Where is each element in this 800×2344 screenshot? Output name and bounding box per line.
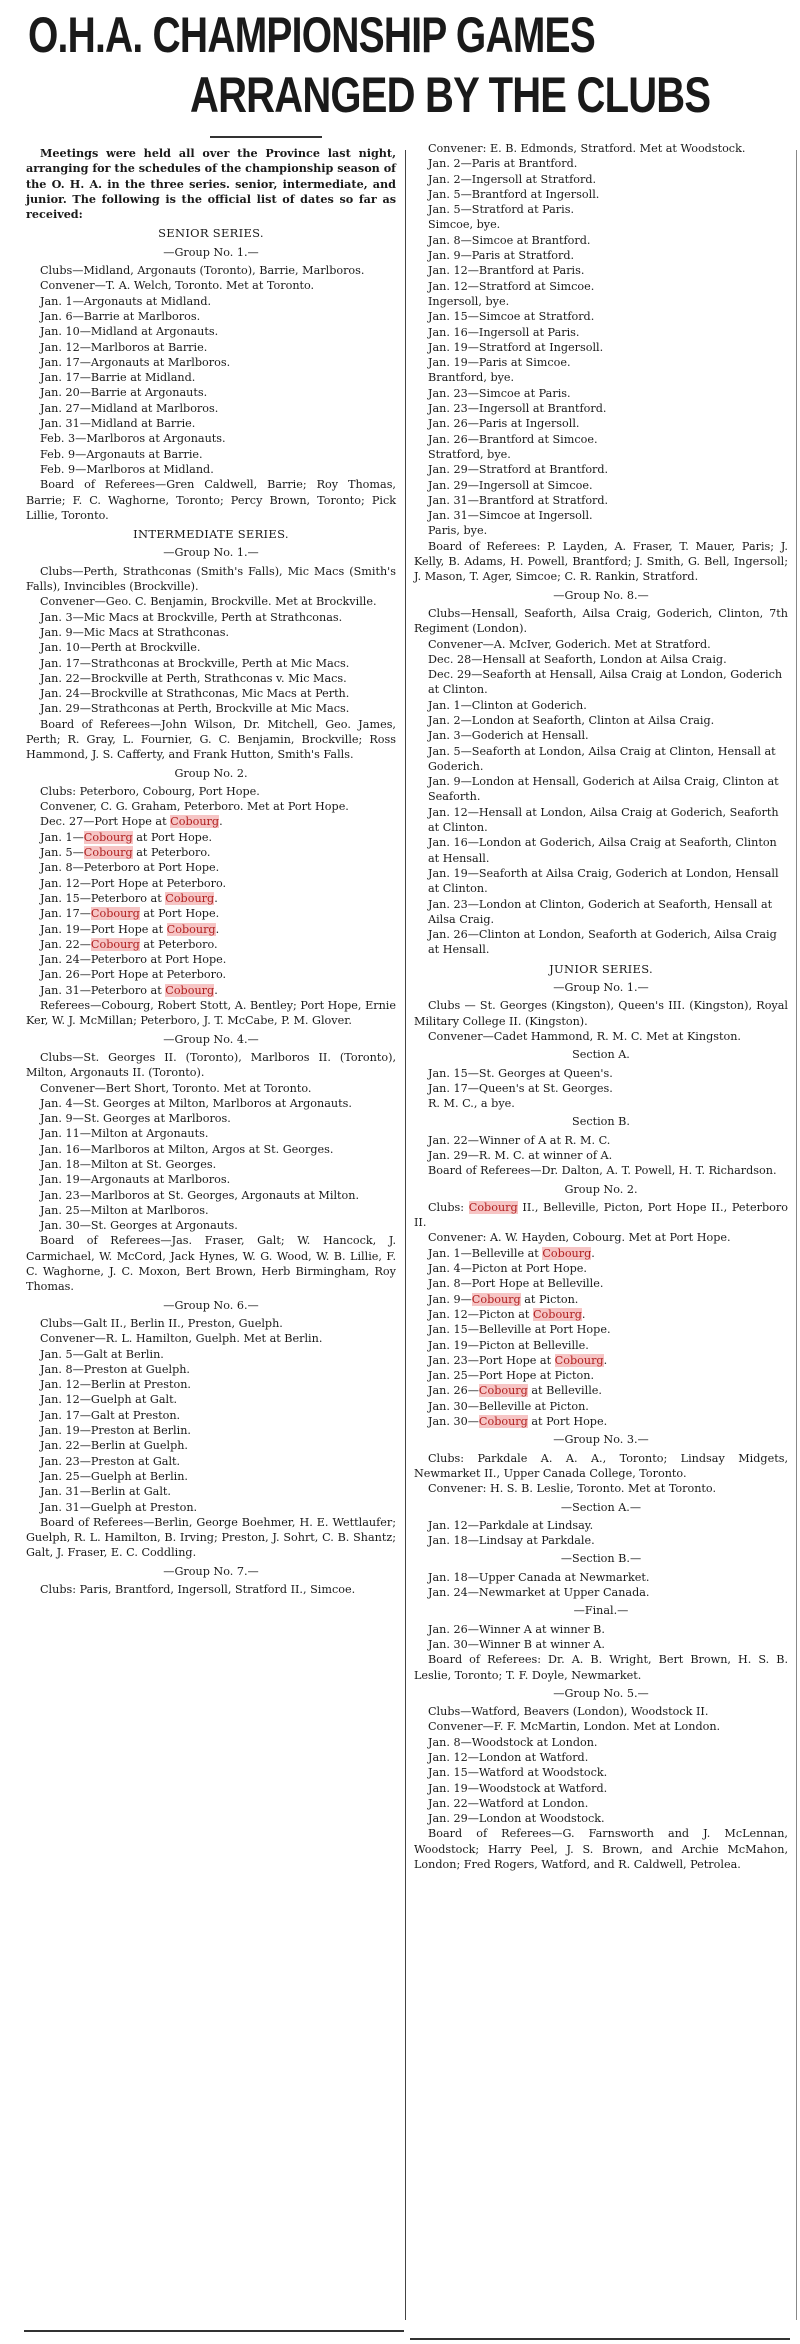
junior-group2-clubs: Clubs: Cobourg II., Belleville, Picton, Port Hope II., Peterboro II. [414, 1200, 788, 1230]
game-line: Jan. 31—Simcoe at Ingersoll. [428, 509, 593, 523]
game-line: Jan. 26—Paris at Ingersoll. [428, 417, 580, 431]
junior-group1-section-a-title: Section A. [572, 1048, 630, 1062]
game-line: Jan. 17—Strathconas at Brockville, Perth at Mic Macs. [40, 656, 350, 670]
game-line: Jan. 20—Barrie at Argonauts. [40, 386, 208, 400]
game-line: Jan. 8—Peterboro at Port Hope. [40, 861, 220, 875]
junior-group3-clubs: Clubs: Parkdale A. A. A., Toronto; Lindsay Midgets, Newmarket II., Upper Canada College, Toronto. [414, 1451, 788, 1480]
highlighted-term: Cobourg [468, 1200, 518, 1214]
junior-group5-title: —Group No. 5.— [553, 1686, 649, 1700]
game-line: Jan. 16—London at Goderich, Ailsa Craig at Seaforth, Clinton at Hensall. [428, 836, 777, 865]
game-line: Jan. 18—Lindsay at Parkdale. [428, 1534, 595, 1548]
game-line: Jan. 30—Belleville at Picton. [428, 1399, 589, 1413]
game-line: Jan. 29—Stratford at Brantford. [428, 463, 609, 477]
game-line: Jan. 5—Seaforth at London, Ailsa Craig at Clinton, Hensall at Goderich. [428, 744, 776, 773]
game-line: Jan. 5—Stratford at Paris. [428, 203, 575, 217]
highlighted-term: Cobourg [471, 1292, 521, 1306]
game-line: Dec. 29—Seaforth at Hensall, Ailsa Craig at London, Goderich at Clinton. [428, 668, 783, 697]
game-line: Jan. 17—Argonauts at Marlboros. [40, 355, 231, 369]
game-line: Jan. 25—Port Hope at Picton. [428, 1369, 595, 1383]
intermediate-group4-title: —Group No. 4.— [163, 1032, 259, 1046]
game-line: Simcoe, bye. [428, 218, 501, 232]
game-line: Jan. 22—Winner of A at R. M. C. [428, 1133, 611, 1147]
game-line: Jan. 12—Parkdale at Lindsay. [428, 1518, 594, 1532]
game-line: Jan. 22—Watford at London. [428, 1796, 589, 1810]
game-line: Jan. 31—Brantford at Stratford. [428, 493, 609, 507]
junior-group3-title: —Group No. 3.— [553, 1433, 649, 1447]
game-line: Jan. 18—Upper Canada at Newmarket. [428, 1570, 650, 1584]
game-line: Jan. 12—Guelph at Galt. [40, 1393, 178, 1407]
intermediate-group7-games [414, 156, 788, 538]
intermediate-group2-games [26, 814, 396, 998]
game-line: Jan. 19—Argonauts at Marlboros. [40, 1173, 231, 1187]
intermediate-group4-convener: Convener—Bert Short, Toronto. Met at Toronto. [40, 1081, 312, 1095]
game-line: Dec. 27—Port Hope at Cobourg. [40, 815, 223, 829]
game-line: Jan. 17—Queen's at St. Georges. [428, 1081, 613, 1095]
game-line: Jan. 12—Hensall at London, Ailsa Craig at Goderich, Seaforth at Clinton. [428, 805, 779, 835]
junior-group1-clubs: Clubs — St. Georges (Kingston), Queen's III. (Kingston), Royal Military College II. (Kingston). [414, 999, 788, 1028]
highlighted-term: Cobourg [532, 1307, 582, 1321]
junior-group1-referees: Board of Referees—Dr. Dalton, A. T. Powell, H. T. Richardson. [428, 1164, 777, 1178]
game-line: Jan. 1—Belleville at Cobourg. [428, 1246, 595, 1260]
game-line: Jan. 2—Paris at Brantford. [428, 157, 578, 171]
game-line: Jan. 31—Midland at Barrie. [40, 417, 196, 431]
game-line: Jan. 22—Cobourg at Peterboro. [40, 937, 218, 951]
game-line: Jan. 15—Watford at Woodstock. [428, 1766, 608, 1780]
game-line: Jan. 1—Cobourg at Port Hope. [40, 830, 213, 844]
game-line: Jan. 1—Argonauts at Midland. [40, 294, 212, 308]
senior-group1-title: —Group No. 1.— [163, 245, 259, 259]
game-line: Jan. 17—Barrie at Midland. [40, 371, 196, 385]
intermediate-group6-referees: Board of Referees—Berlin, George Boehmer, H. E. Wettlaufer; Guelph, R. L. Hamilton, B. Irving; Preston, J. Sohrt, C. B. Shantz; Galt, J. Fraser, E. C. Coddling. [26, 1515, 396, 1560]
game-line: Jan. 19—Port Hope at Cobourg. [40, 922, 220, 936]
intermediate-group4-referees: Board of Referees—Jas. Fraser, Galt; W. Hancock, J. Carmichael, W. McCord, Jack Hynes, W. G. Wood, W. B. Lillie, F. C. Waghorne, J. C. Moxon, Bert Brown, Herb Birmingham, Roy Thomas. [26, 1234, 396, 1294]
junior-group5-clubs: Clubs—Watford, Beavers (London), Woodstock II. [428, 1705, 709, 1719]
game-line: Jan. 12—Berlin at Preston. [40, 1378, 191, 1392]
game-line: Jan. 12—Port Hope at Peterboro. [40, 876, 227, 890]
game-line: Jan. 5—Brantford at Ingersoll. [428, 187, 600, 201]
junior-series-title: JUNIOR SERIES. [549, 961, 653, 976]
junior-group3-section-b-games [414, 1570, 788, 1601]
right-border [796, 150, 797, 2320]
game-line: Ingersoll, bye. [428, 294, 510, 308]
highlighted-term: Cobourg [90, 907, 140, 921]
headline-rule [210, 136, 322, 138]
column-divider [405, 150, 406, 2320]
highlighted-term: Cobourg [478, 1384, 528, 1398]
highlighted-term: Cobourg [166, 922, 216, 936]
highlighted-term: Cobourg [90, 937, 140, 951]
game-line: Feb. 9—Argonauts at Barrie. [40, 447, 203, 461]
game-line: Paris, bye. [428, 524, 488, 538]
game-line: Jan. 8—Simcoe at Brantford. [428, 233, 591, 247]
junior-group3-section-a-title: —Section A.— [560, 1500, 642, 1514]
game-line: Jan. 10—Midland at Argonauts. [40, 325, 219, 339]
intermediate-group8-games [414, 652, 788, 958]
game-line: Jan. 23—Ingersoll at Brantford. [428, 402, 607, 416]
game-line: Jan. 22—Berlin at Guelph. [40, 1439, 188, 1453]
game-line: Jan. 30—St. Georges at Argonauts. [40, 1219, 238, 1233]
game-line: Dec. 28—Hensall at Seaforth, London at Ailsa Craig. [428, 652, 727, 666]
game-line: Jan. 19—Seaforth at Ailsa Craig, Goderich at London, Hensall at Clinton. [428, 866, 779, 896]
headline-line-2: ARRANGED BY THE CLUBS [190, 67, 711, 123]
intermediate-group2-referees: Referees—Cobourg, Robert Stott, A. Bentley; Port Hope, Ernie Ker, W. J. McMillan; Peterboro, J. T. McCabe, P. M. Glover. [26, 999, 396, 1028]
senior-series-title: SENIOR SERIES. [158, 226, 264, 241]
intermediate-group4-games [26, 1096, 396, 1234]
game-line: Jan. 30—Winner B at winner A. [428, 1637, 605, 1651]
junior-group5-referees: Board of Referees—G. Farnsworth and J. McLennan, Woodstock; Harry Peel, J. S. Brown, and Archie McMahon, London; Fred Rogers, Watford, and R. Caldwell, Petrolea. [414, 1827, 788, 1872]
game-line: Jan. 12—Stratford at Simcoe. [428, 279, 595, 293]
game-line: Jan. 12—Picton at Cobourg. [428, 1307, 586, 1321]
intermediate-group7-title: —Group No. 7.— [163, 1564, 259, 1578]
game-line: Jan. 9—Mic Macs at Strathconas. [40, 625, 230, 639]
game-line: Jan. 25—Guelph at Berlin. [40, 1469, 188, 1483]
game-line: Jan. 11—Milton at Argonauts. [40, 1127, 209, 1141]
game-line: Jan. 10—Perth at Brockville. [40, 641, 201, 655]
intermediate-group2-convener: Convener, C. G. Graham, Peterboro. Met at Port Hope. [40, 800, 349, 814]
intermediate-group8-clubs: Clubs—Hensall, Seaforth, Ailsa Craig, Goderich, Clinton, 7th Regiment (London). [414, 606, 788, 636]
left-bottom-rule [24, 2330, 404, 2332]
senior-group1-referees: Board of Referees—Gren Caldwell, Barrie; Roy Thomas, Barrie; F. C. Waghorne, Toronto; Percy Brown, Toronto; Pick Lillie, Toronto. [26, 478, 396, 522]
game-line: Jan. 18—Milton at St. Georges. [40, 1158, 217, 1171]
game-line: Jan. 26—Clinton at London, Seaforth at Goderich, Ailsa Craig at Hensall. [428, 928, 777, 957]
junior-group1-section-b-games [414, 1133, 788, 1164]
game-line: Jan. 26—Port Hope at Peterboro. [40, 968, 227, 982]
highlighted-term: Cobourg [542, 1246, 592, 1260]
game-line: Stratford, bye. [428, 447, 511, 461]
game-line: Jan. 3—Goderich at Hensall. [428, 729, 589, 743]
game-line: Jan. 15—Simcoe at Stratford. [428, 310, 595, 324]
game-line: Jan. 26—Cobourg at Belleville. [428, 1384, 602, 1398]
game-line: Jan. 29—London at Woodstock. [428, 1812, 605, 1826]
game-line: Jan. 30—Cobourg at Port Hope. [428, 1415, 608, 1429]
junior-group5-games [414, 1735, 788, 1827]
game-line: Jan. 5—Galt at Berlin. [40, 1347, 164, 1361]
game-line: Jan. 8—Port Hope at Belleville. [428, 1277, 604, 1291]
game-line: Jan. 4—Picton at Port Hope. [428, 1262, 587, 1276]
game-line: Jan. 31—Peterboro at Cobourg. [40, 983, 218, 997]
left-column [26, 146, 396, 1597]
headline-line-1: O.H.A. CHAMPIONSHIP GAMES [28, 7, 596, 63]
game-line: Jan. 22—Brockville at Perth, Strathconas v. Mic Macs. [40, 671, 347, 685]
junior-group1-convener: Convener—Cadet Hammond, R. M. C. Met at Kingston. [428, 1029, 741, 1043]
game-line: Jan. 23—Preston at Galt. [40, 1454, 181, 1468]
game-line: Jan. 27—Midland at Marlboros. [40, 401, 219, 415]
game-line: Jan. 2—Ingersoll at Stratford. [428, 172, 597, 186]
intermediate-group1-games [26, 610, 396, 717]
right-column [414, 141, 788, 1872]
headline [0, 0, 800, 140]
game-line: Jan. 4—St. Georges at Milton, Marlboros at Argonauts. [40, 1096, 352, 1110]
highlighted-term: Cobourg [83, 830, 133, 844]
intermediate-group7-clubs: Clubs: Paris, Brantford, Ingersoll, Stratford II., Simcoe. [40, 1583, 356, 1597]
game-line: Jan. 8—Woodstock at London. [428, 1735, 598, 1749]
game-line: Jan. 9—London at Hensall, Goderich at Ailsa Craig, Clinton at Seaforth. [428, 775, 779, 804]
game-line: Feb. 9—Marlboros at Midland. [40, 462, 214, 476]
game-line: Jan. 15—St. Georges at Queen's. [428, 1066, 613, 1080]
game-line: Jan. 29—Ingersoll at Simcoe. [428, 478, 593, 492]
senior-group1-clubs: Clubs—Midland, Argonauts (Toronto), Barrie, Marlboros. [40, 264, 365, 278]
game-line: Jan. 15—Belleville at Port Hope. [428, 1323, 611, 1337]
intermediate-group1-clubs: Clubs—Perth, Strathconas (Smith's Falls), Mic Macs (Smith's Falls), Invincibles (Brockville). [26, 564, 396, 594]
game-line: Jan. 6—Barrie at Marlboros. [40, 309, 201, 323]
game-line: Jan. 23—Marlboros at St. Georges, Argonauts at Milton. [40, 1188, 360, 1202]
game-line: Jan. 31—Guelph at Preston. [40, 1500, 198, 1514]
junior-group3-referees: Board of Referees: Dr. A. B. Wright, Bert Brown, H. S. B. Leslie, Toronto; T. F. Doyle, Newmarket. [414, 1653, 788, 1682]
intro-paragraph: Meetings were held all over the Province last night, arranging for the schedules of the championship season of the O. H. A. in the three series. senior, intermediate, and junior. The following is the official list of dates so far as received: [26, 146, 396, 222]
game-line: Jan. 19—Paris at Simcoe. [428, 356, 571, 370]
game-line: Jan. 2—London at Seaforth, Clinton at Ailsa Craig. [428, 713, 715, 727]
game-line: Jan. 19—Woodstock at Watford. [428, 1781, 608, 1795]
game-line: Jan. 17—Cobourg at Port Hope. [40, 907, 220, 921]
highlighted-term: Cobourg [478, 1415, 528, 1429]
game-line: Jan. 8—Preston at Guelph. [40, 1362, 190, 1376]
game-line: Jan. 24—Newmarket at Upper Canada. [428, 1586, 650, 1600]
game-line: Jan. 12—Marlboros at Barrie. [40, 340, 208, 354]
game-line: Jan. 9—Cobourg at Picton. [428, 1292, 579, 1306]
intermediate-group2-clubs: Clubs: Peterboro, Cobourg, Port Hope. [40, 784, 260, 798]
junior-group2-title: Group No. 2. [564, 1182, 638, 1196]
highlighted-term: Cobourg [170, 815, 220, 829]
game-line: Jan. 19—Preston at Berlin. [40, 1424, 191, 1438]
intermediate-group7-convener: Convener: E. B. Edmonds, Stratford. Met at Woodstock. [428, 142, 746, 155]
intermediate-group1-convener: Convener—Geo. C. Benjamin, Brockville. Met at Brockville. [40, 595, 377, 609]
intermediate-group6-title: —Group No. 6.— [163, 1298, 259, 1312]
game-line: Jan. 1—Clinton at Goderich. [428, 698, 587, 712]
game-line: Jan. 23—Port Hope at Cobourg. [428, 1353, 608, 1367]
intermediate-group1-title: —Group No. 1.— [163, 546, 259, 560]
intermediate-group4-clubs: Clubs—St. Georges II. (Toronto), Marlboros II. (Toronto), Milton, Argonauts II. (Toronto). [26, 1050, 396, 1080]
game-line: Jan. 16—Ingersoll at Paris. [428, 325, 580, 339]
senior-group1-games [26, 294, 396, 478]
highlighted-term: Cobourg [165, 983, 215, 997]
right-bottom-rule [410, 2338, 790, 2340]
highlighted-term: Cobourg [165, 891, 215, 905]
intermediate-group6-convener: Convener—R. L. Hamilton, Guelph. Met at Berlin. [40, 1332, 323, 1346]
intermediate-group6-games [26, 1347, 396, 1515]
junior-group1-section-b-title: Section B. [572, 1115, 630, 1129]
junior-group2-convener: Convener: A. W. Hayden, Cobourg. Met at Port Hope. [428, 1231, 731, 1245]
game-line: Jan. 26—Brantford at Simcoe. [428, 432, 598, 446]
junior-group3-section-b-title: —Section B.— [560, 1552, 642, 1566]
junior-group3-final-games [414, 1622, 788, 1653]
junior-group3-section-a-games [414, 1518, 788, 1549]
game-line: Jan. 9—Paris at Stratford. [428, 249, 575, 263]
game-line: Jan. 15—Peterboro at Cobourg. [40, 891, 218, 905]
game-line: Jan. 26—Winner A at winner B. [428, 1622, 605, 1636]
intermediate-group2-title: Group No. 2. [174, 766, 248, 780]
game-line: Jan. 24—Brockville at Strathconas, Mic Macs at Perth. [40, 687, 350, 701]
junior-group1-title: —Group No. 1.— [553, 981, 649, 995]
intermediate-group6-clubs: Clubs—Galt II., Berlin II., Preston, Guelph. [40, 1316, 283, 1330]
game-line: Jan. 29—R. M. C. at winner of A. [428, 1149, 613, 1162]
junior-group3-convener: Convener: H. S. B. Leslie, Toronto. Met at Toronto. [428, 1482, 717, 1496]
intermediate-series-title: INTERMEDIATE SERIES. [133, 527, 289, 542]
senior-group1-convener: Convener—T. A. Welch, Toronto. Met at Toronto. [40, 279, 315, 293]
intermediate-group8-convener: Convener—A. McIver, Goderich. Met at Stratford. [428, 637, 711, 651]
intermediate-group7-referees: Board of Referees: P. Layden, A. Fraser, T. Mauer, Paris; J. Kelly, B. Adams, H. Powell, Brantford; J. Smith, G. Bell, Ingersoll; J. Mason, T. Ager, Simcoe; C. R. Rankin, Stratford. [414, 539, 788, 584]
game-line: Jan. 16—Marlboros at Milton, Argos at St. Georges. [40, 1142, 334, 1156]
junior-group3-final-title: —Final.— [573, 1604, 629, 1618]
highlighted-term: Cobourg [554, 1353, 604, 1367]
game-line: Jan. 17—Galt at Preston. [40, 1408, 181, 1422]
highlighted-term: Cobourg [83, 846, 133, 860]
game-line: Jan. 25—Milton at Marlboros. [40, 1203, 209, 1217]
junior-group2-games [414, 1246, 788, 1430]
game-line: Jan. 3—Mic Macs at Brockville, Perth at Strathconas. [40, 610, 343, 624]
game-line: Jan. 12—London at Watford. [428, 1750, 589, 1764]
game-line: Jan. 9—St. Georges at Marlboros. [40, 1112, 231, 1126]
game-line: R. M. C., a bye. [428, 1097, 515, 1111]
game-line: Jan. 23—Simcoe at Paris. [428, 386, 571, 400]
game-line: Jan. 12—Brantford at Paris. [428, 264, 585, 278]
game-line: Jan. 23—London at Clinton, Goderich at Seaforth, Hensall at Ailsa Craig. [428, 897, 773, 926]
game-line: Jan. 19—Picton at Belleville. [428, 1338, 589, 1352]
game-line: Jan. 24—Peterboro at Port Hope. [40, 953, 227, 967]
game-line: Brantford, bye. [428, 371, 515, 385]
game-line: Jan. 19—Stratford at Ingersoll. [428, 340, 604, 354]
junior-group5-convener: Convener—F. F. McMartin, London. Met at London. [428, 1720, 721, 1734]
intermediate-group1-referees: Board of Referees—John Wilson, Dr. Mitchell, Geo. James, Perth; R. Gray, L. Fournier, G. C. Benjamin, Brockville; Ross Hammond, J. S. Cafferty, and Frank Hutton, Smith's Falls. [26, 717, 396, 762]
game-line: Jan. 31—Berlin at Galt. [40, 1485, 171, 1499]
intermediate-group8-title: —Group No. 8.— [553, 588, 649, 602]
game-line: Jan. 5—Cobourg at Peterboro. [40, 846, 211, 860]
game-line: Jan. 29—Strathconas at Perth, Brockville at Mic Macs. [40, 702, 350, 716]
game-line: Feb. 3—Marlboros at Argonauts. [40, 432, 226, 446]
junior-group1-section-a-games [414, 1066, 788, 1112]
